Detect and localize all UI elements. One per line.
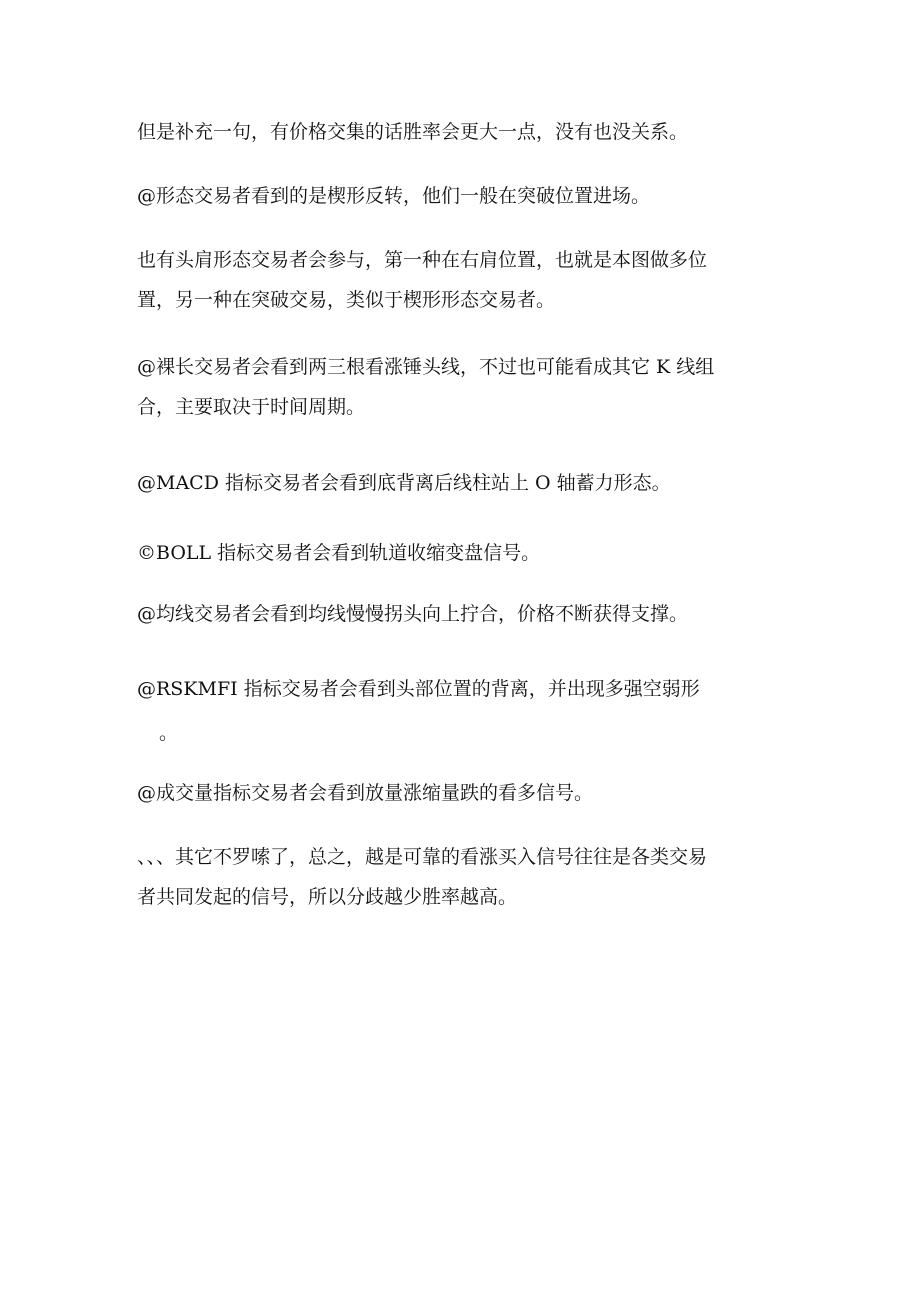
paragraph-line: 但是补充一句，有价格交集的话胜率会更大一点，没有也没关系。 <box>137 121 689 143</box>
paragraph-line: @RSKMFI 指标交易者会看到头部位置的背离，并出现多强空弱形 <box>137 678 700 700</box>
paragraph-volume-traders <box>137 773 777 813</box>
paragraph-head-shoulders <box>137 240 777 320</box>
paragraph-line: 者共同发起的信号，所以分歧越少胜率越高。 <box>137 886 518 908</box>
paragraph-pattern-traders <box>137 176 777 216</box>
paragraph-rsi-mfi-traders <box>137 669 777 753</box>
paragraph-line: 合，主要取决于时间周期。 <box>137 396 366 418</box>
paragraph-macd-traders <box>137 463 777 503</box>
paragraph-line: @裸长交易者会看到两三根看涨锤头线，不过也可能看成其它 K 线组 <box>137 356 715 378</box>
paragraph-price-intersection <box>137 112 777 152</box>
paragraph-ma-traders <box>137 594 777 634</box>
paragraph-line: @均线交易者会看到均线慢慢拐头向上拧合，价格不断获得支撑。 <box>137 603 689 625</box>
paragraph-line: ©BOLL 指标交易者会看到轨道收缩变盘信号。 <box>137 542 541 564</box>
paragraph-line: @形态交易者看到的是楔形反转，他们一般在突破位置进场。 <box>137 185 651 207</box>
paragraph-line: 、、、其它不罗嗦了，总之，越是可靠的看涨买入信号往往是各类交易 <box>137 846 708 868</box>
paragraph-boll-traders <box>137 533 777 573</box>
paragraph-line: @成交量指标交易者会看到放量涨缩量跌的看多信号。 <box>137 782 594 804</box>
paragraph-naked-k-traders <box>137 347 777 427</box>
paragraph-line: @MACD 指标交易者会看到底背离后线柱站上 O 轴蓄力形态。 <box>137 472 671 494</box>
paragraph-line: 。 <box>159 722 179 744</box>
paragraph-line: 也有头肩形态交易者会参与，第一种在右肩位置，也就是本图做多位 <box>137 249 708 271</box>
paragraph-line: 置，另一种在突破交易，类似于楔形形态交易者。 <box>137 289 556 311</box>
paragraph-conclusion <box>137 837 777 917</box>
